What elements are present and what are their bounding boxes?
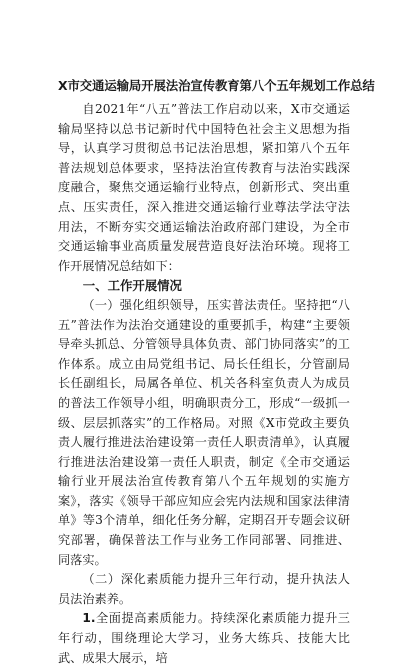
paragraph-capability-improvement: （二）深化素质能力提升三年行动，提升执法人员法治素养。 <box>58 572 350 606</box>
item-number: 1. <box>82 611 96 626</box>
numbered-item-1 <box>58 609 350 668</box>
intro-paragraph: 自2021年“八五”普法工作启动以来，X市交通运输局坚持以总书记新时代中国特色社会主义思想为指导，认真学习贯彻总书记法治思想，紧扣第八个五年普法规划总体要求，坚持法治宣传教育与法治实践深度融合，聚焦交通运输行业特点，创新形式、突出重点、压实责任，深入推进交通运输行业尊法学法守法用法，不断夯实交通运输法治政府部门建设，为全市交通运输事业高质量发展营造良好法治环境。现将工作开展情况总结如下： <box>58 102 350 273</box>
item-text: 全面提高素质能力。持续深化素质能力提升三年行动，围绕理论大学习，业务大练兵、技能大比武、成果大展示，培 <box>58 611 350 665</box>
paragraph-organization-leadership: （一）强化组织领导，压实普法责任。坚持把“八五”普法作为法治交通建设的重要抓手，构建“主要领导牵头抓总、分管领导具体负责、部门协同落实”的工作体系。成立由局党组书记、局长任组长，分管副局长任副组长，局属各单位、机关各科室负责人为成员的普法工作领导小组，明确职责分工，形成“一级抓一级、层层抓落实”的工作格局。对照《X市党政主要负责人履行推进法治建设第一责任人职责清单》，认真履行推进法治建设第一责任人职责，制定《全市交通运输行业开展法治宣传教育第八个五年规划的实施方案》，落实《领导干部应知应会宪内法规和国家法律清单》等3个清单，细化任务分解，定期召开专题会议研究部署，确保普法工作与业务工作同部署、同推进、同落实。 <box>58 297 350 567</box>
section-heading-work-status: 一、工作开展情况 <box>82 278 182 294</box>
document-title: X市交通运输局开展法治宣传教育第八个五年规划工作总结 <box>58 78 375 93</box>
